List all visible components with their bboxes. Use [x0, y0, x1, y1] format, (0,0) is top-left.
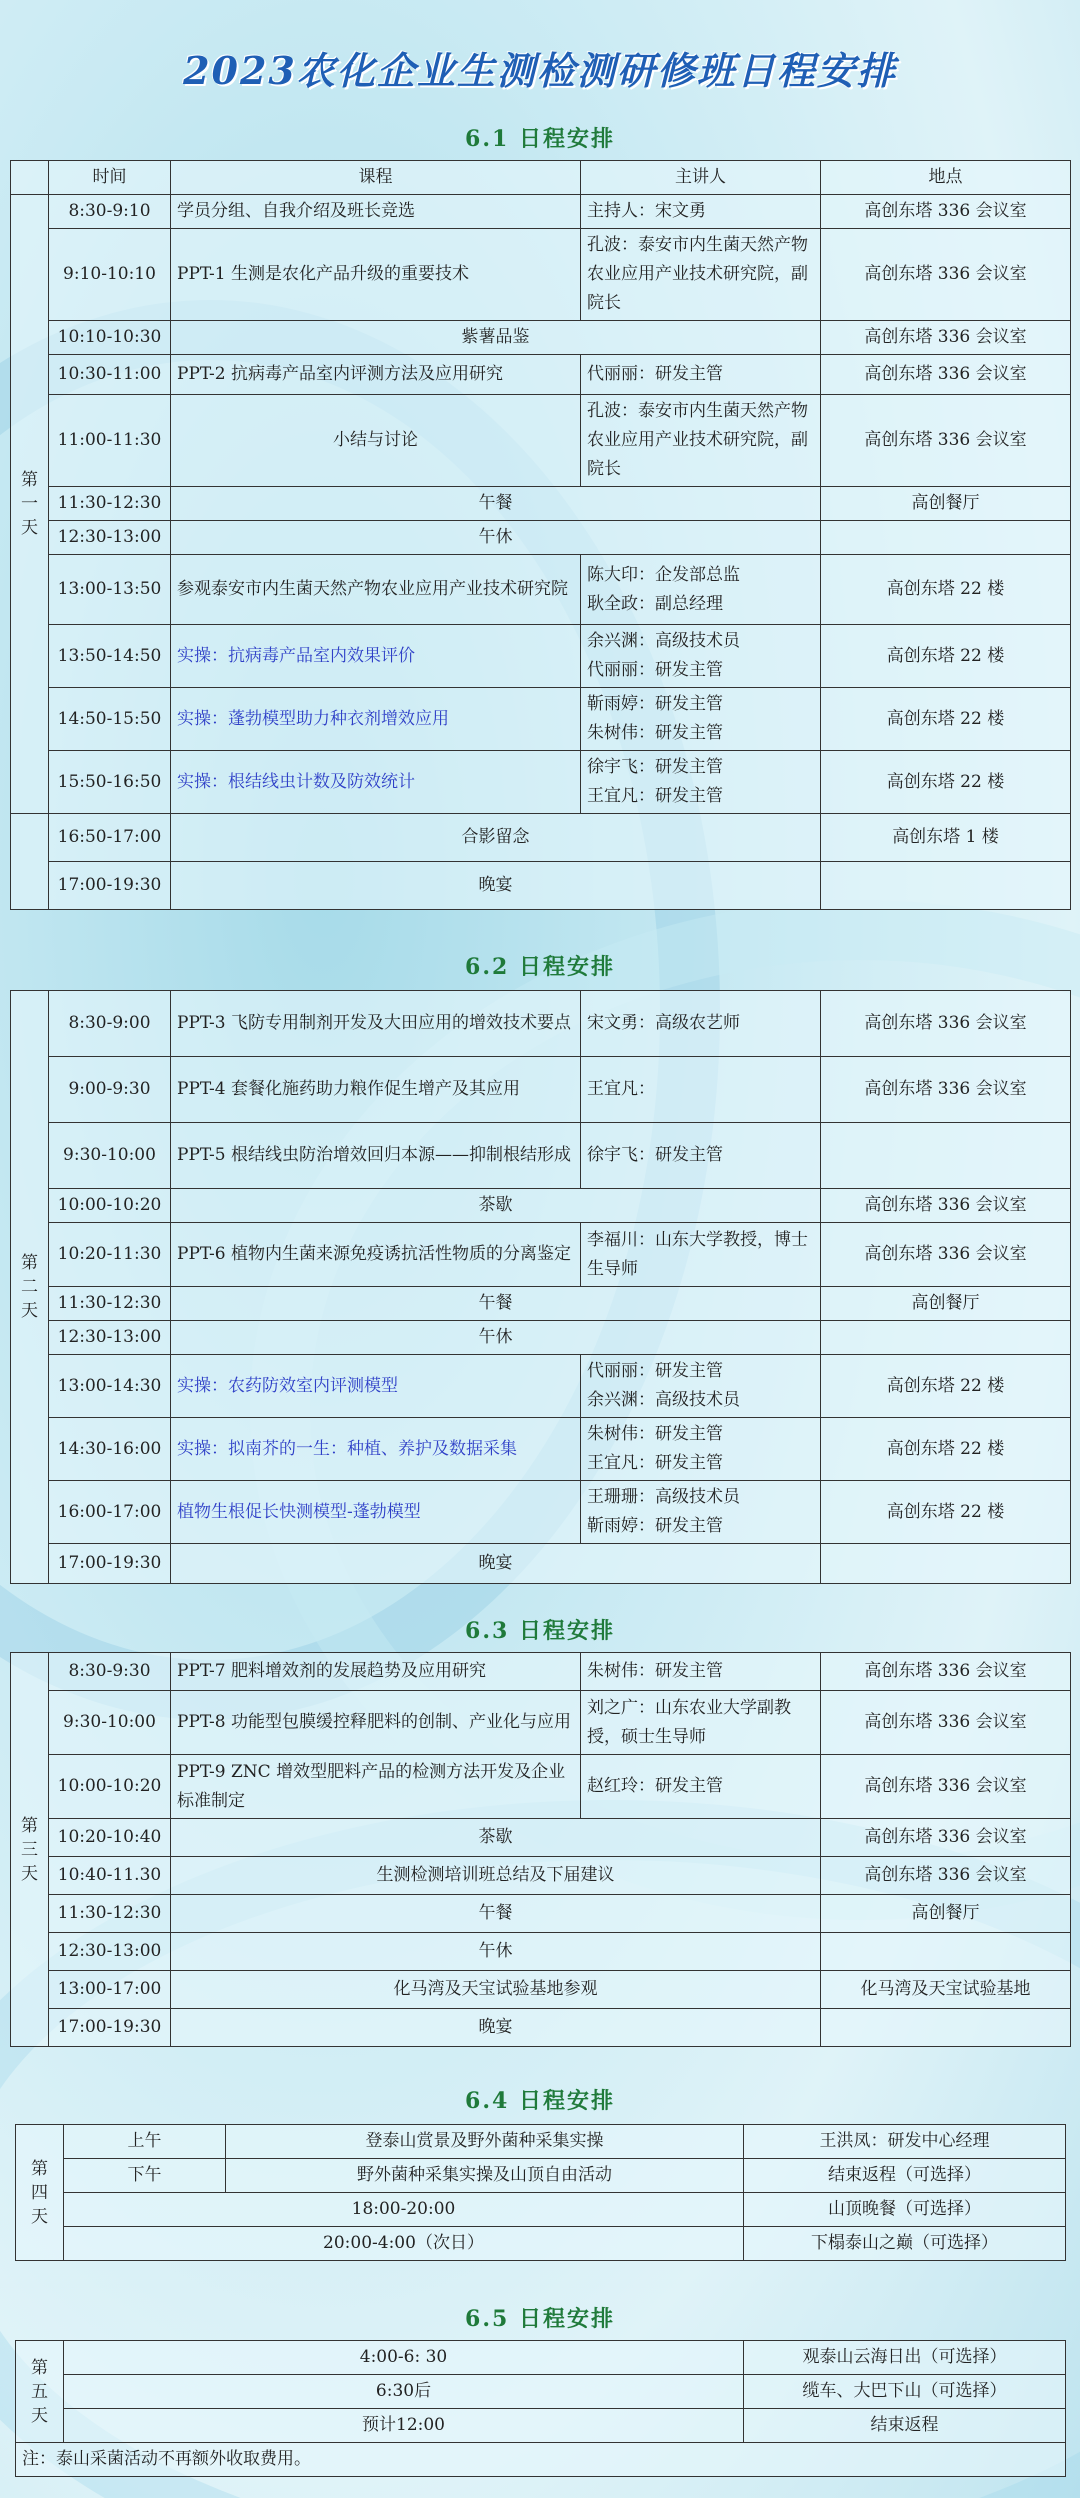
section-title-day2: 6.2 日程安排	[465, 954, 615, 980]
header-place: 地点	[821, 161, 1071, 195]
day-label: 第 三 天	[11, 1653, 49, 2047]
footnote: 注：泰山采菌活动不再额外收取费用。	[16, 2443, 1066, 2477]
day-label: 第 一 天	[11, 195, 49, 814]
page-title: 2023农化企业生测检测研修班日程安排	[183, 48, 897, 93]
section-title-day1: 6.1 日程安排	[465, 126, 615, 152]
day-label: 第 二 天	[11, 991, 49, 1584]
schedule-table-day2: 第 二 天 8:30-9:00 PPT-3 飞防专用制剂开发及大田应用的增效技术要点 宋文勇：高级农艺师 高创东塔 336 会议室 9:00-9:30 PPT-4 套餐化施药助力粮作促生增产及其应用 王宜凡： 高创东塔 336 会议室 9:30-10:00 PPT-5 根结线虫防治增效回归本源——抑制根结形成 徐宇飞：研发主管 10:00-10:20 茶歇 高创东塔 336 会议室 10:20-11:30 PPT-6 植物内生菌来源免疫诱抗活性物质的分离鉴定 李福川：山东大学教授，博士生导师 高创东塔 336 会议室 11:30-12:30 午餐 高创餐厅 12:30-13:00 午休 13:00-14:30 实操：农药防效室内评测模型 代丽丽：研发主管 余兴渊：高级技术员 高创东塔 22 楼 14:30-16:00 实操：拟南芥的一生：种植、养护及数据采集 朱树伟：研发主管 王宜凡：研发主管 高创东塔 22 楼 16:00-17:00 植物生根促长快测模型-蓬勃模型 王珊珊：高级技术员 靳雨婷：研发主管 高创东塔 22 楼 17:00-19:30 晚宴	[10, 990, 1071, 1584]
schedule-table-day5: 第 五 天 4:00-6: 30 观泰山云海日出（可选择） 6:30后 缆车、大巴下山（可选择） 预计12:00 结束返程 注：泰山采菌活动不再额外收取费用。	[15, 2340, 1066, 2477]
schedule-table-day1: 时间 课程 主讲人 地点 第 一 天 8:30-9:10 学员分组、自我介绍及班长竞选 主持人：宋文勇 高创东塔 336 会议室 9:10-10:10 PPT-1 生测是农化产品升级的重要技术 孔波：泰安市内生菌天然产物农业应用产业技术研究院，副院长 高创东塔 336 会议室 10:10-10:30 紫薯品鉴 高创东塔 336 会议室 10:30-11:00 PPT-2 抗病毒产品室内评测方法及应用研究 代丽丽：研发主管 高创东塔 336 会议室 11:00-11:30 小结与讨论 孔波：泰安市内生菌天然产物农业应用产业技术研究院，副院长 高创东塔 336 会议室 11:30-12:30 午餐 高创餐厅 12:30-13:00 午休 13:00-13:50 参观泰安市内生菌天然产物农业应用产业技术研究院 陈大印：企发部总监 耿全政：副总经理 高创东塔 22 楼 13:50-14:50 实操：抗病毒产品室内效果评价 余兴渊：高级技术员 代丽丽：研发主管 高创东塔 22 楼 14:50-15:50 实操：蓬勃模型助力种衣剂增效应用 靳雨婷：研发主管 朱树伟：研发主管 高创东塔 22 楼 15:50-16:50 实操：根结线虫计数及防效统计 徐宇飞：研发主管 王宜凡：研发主管 高创东塔 22 楼 16:50-17:00 合影留念 高创东塔 1 楼 17:00-19:30 晚宴	[10, 160, 1071, 910]
section-title-day4: 6.4 日程安排	[465, 2088, 615, 2114]
section-title-day5: 6.5 日程安排	[465, 2306, 615, 2332]
schedule-table-day4: 第 四 天 上午 登泰山赏景及野外菌种采集实操 王洪凤：研发中心经理 下午 野外菌种采集实操及山顶自由活动 结束返程（可选择） 18:00-20:00 山顶晚餐（可选择） 20:00-4:00（次日） 下榻泰山之巅（可选择）	[15, 2124, 1066, 2261]
header-course: 课程	[171, 161, 581, 195]
header-time: 时间	[49, 161, 171, 195]
section-title-day3: 6.3 日程安排	[465, 1618, 615, 1644]
header-lecturer: 主讲人	[581, 161, 821, 195]
schedule-table-day3: 第 三 天 8:30-9:30 PPT-7 肥料增效剂的发展趋势及应用研究 朱树伟：研发主管 高创东塔 336 会议室 9:30-10:00 PPT-8 功能型包膜缓控释肥料的创制、产业化与应用 刘之广：山东农业大学副教授，硕士生导师 高创东塔 336 会议室 10:00-10:20 PPT-9 ZNC 增效型肥料产品的检测方法开发及企业标准制定 赵红玲：研发主管 高创东塔 336 会议室 10:20-10:40 茶歇 高创东塔 336 会议室 10:40-11.30 生测检测培训班总结及下届建议 高创东塔 336 会议室 11:30-12:30 午餐 高创餐厅 12:30-13:00 午休 13:00-17:00 化马湾及天宝试验基地参观 化马湾及天宝试验基地 17:00-19:30 晚宴	[10, 1652, 1071, 2047]
